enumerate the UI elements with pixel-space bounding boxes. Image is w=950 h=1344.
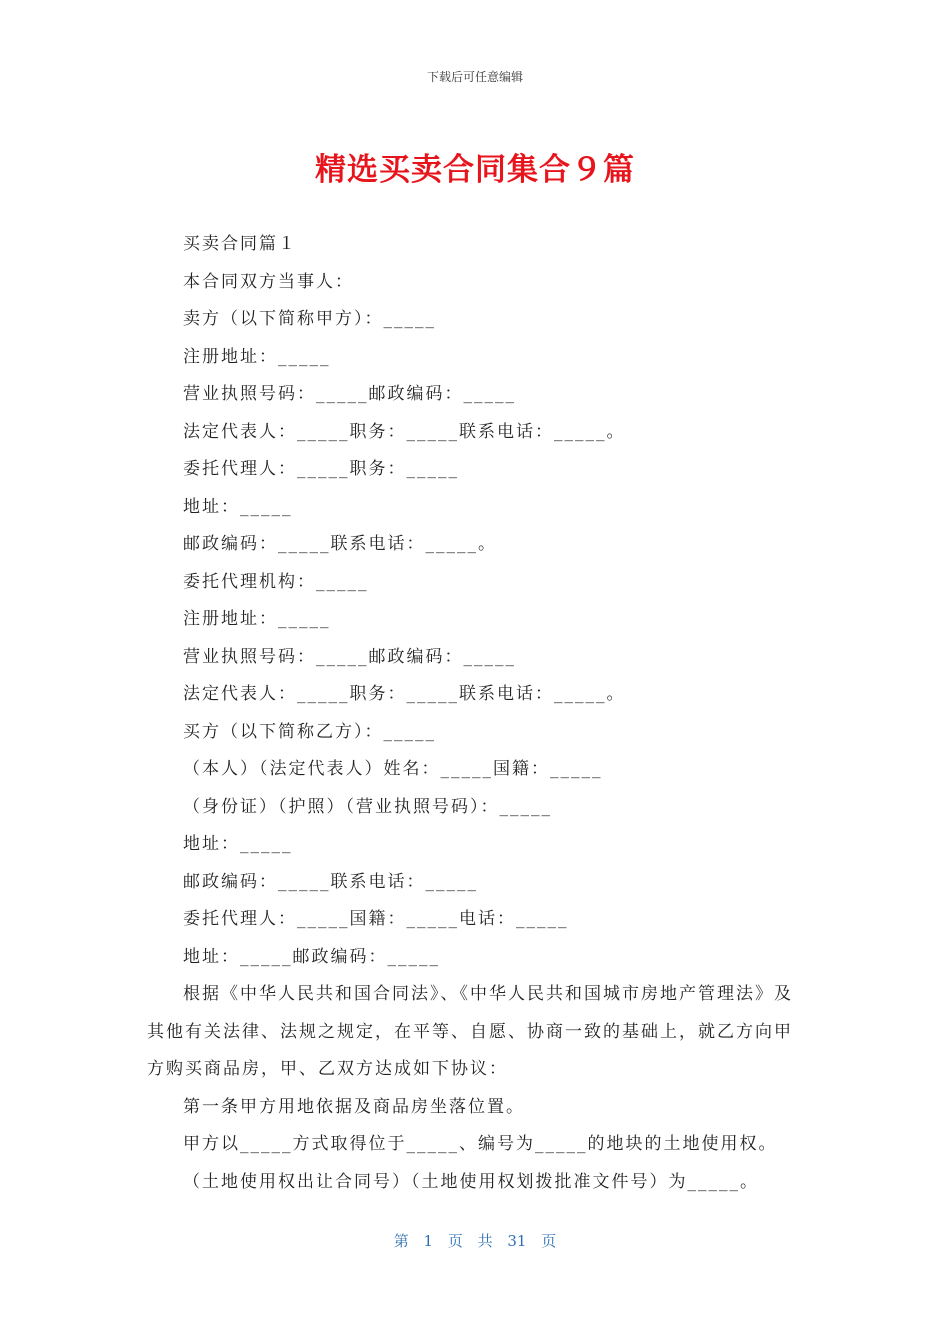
paragraph: 第一条甲方用地依据及商品房坐落位置。 (183, 1096, 525, 1117)
paragraph: （土地使用权出让合同号）（土地使用权划拨批准文件号）为_____。 (183, 1171, 759, 1192)
document-title: 精选买卖合同集合９篇 (315, 152, 635, 188)
paragraph: 营业执照号码：_____邮政编码：_____ (183, 646, 516, 667)
paragraph: （身份证）（护照）（营业执照号码）：_____ (183, 796, 552, 817)
footer-page-label: 第 (393, 1232, 409, 1250)
paragraph: 地址：_____ (183, 834, 293, 854)
paragraph: 法定代表人：_____职务：_____联系电话：_____。 (183, 421, 626, 442)
paragraph: 本合同双方当事人： (183, 271, 354, 292)
paragraph: 委托代理机构：_____ (183, 571, 369, 592)
paragraph: 买卖合同篇１ (183, 234, 297, 254)
page-footer (0, 1230, 950, 1251)
footer-total-pages: 31 (507, 1232, 527, 1250)
footer-page-of: 页 共 (447, 1232, 493, 1250)
paragraph: 注册地址：_____ (183, 346, 331, 367)
paragraph: 地址：_____ (183, 496, 293, 517)
paragraph: 注册地址：_____ (183, 609, 331, 629)
paragraph: 邮政编码：_____联系电话：_____ (183, 871, 478, 892)
paragraph: 法定代表人：_____职务：_____联系电话：_____。 (183, 684, 626, 704)
paragraph: 甲方以_____方式取得位于_____、编号为_____的地块的土地使用权。 (183, 1134, 778, 1154)
paragraph: 地址：_____邮政编码：_____ (183, 946, 440, 967)
paragraph: 委托代理人：_____国籍：_____电话：_____ (183, 909, 569, 929)
paragraph: 买方（以下简称乙方）：_____ (183, 721, 436, 742)
footer-page-number: 1 (423, 1232, 434, 1250)
paragraph: （本人）（法定代表人）姓名：_____国籍：_____ (183, 759, 603, 779)
page-header: 下载后可任意编辑 (426, 70, 523, 84)
paragraph: 委托代理人：_____职务：_____ (183, 459, 459, 479)
paragraph-legal-basis: 根据《中华人民共和国合同法》、《中华人民共和国城市房地产管理法》及其他有关法律、法规之规定，在平等、自愿、协商一致的基础上，就乙方向甲方购买商品房，甲、乙双方达成如下协议： (147, 984, 793, 1079)
document-body (147, 226, 807, 1201)
paragraph: 卖方（以下简称甲方）：_____ (183, 309, 436, 329)
paragraph: 邮政编码：_____联系电话：_____。 (183, 534, 497, 554)
paragraph: 营业执照号码：_____邮政编码：_____ (183, 384, 516, 404)
footer-page-suffix: 页 (541, 1232, 557, 1250)
